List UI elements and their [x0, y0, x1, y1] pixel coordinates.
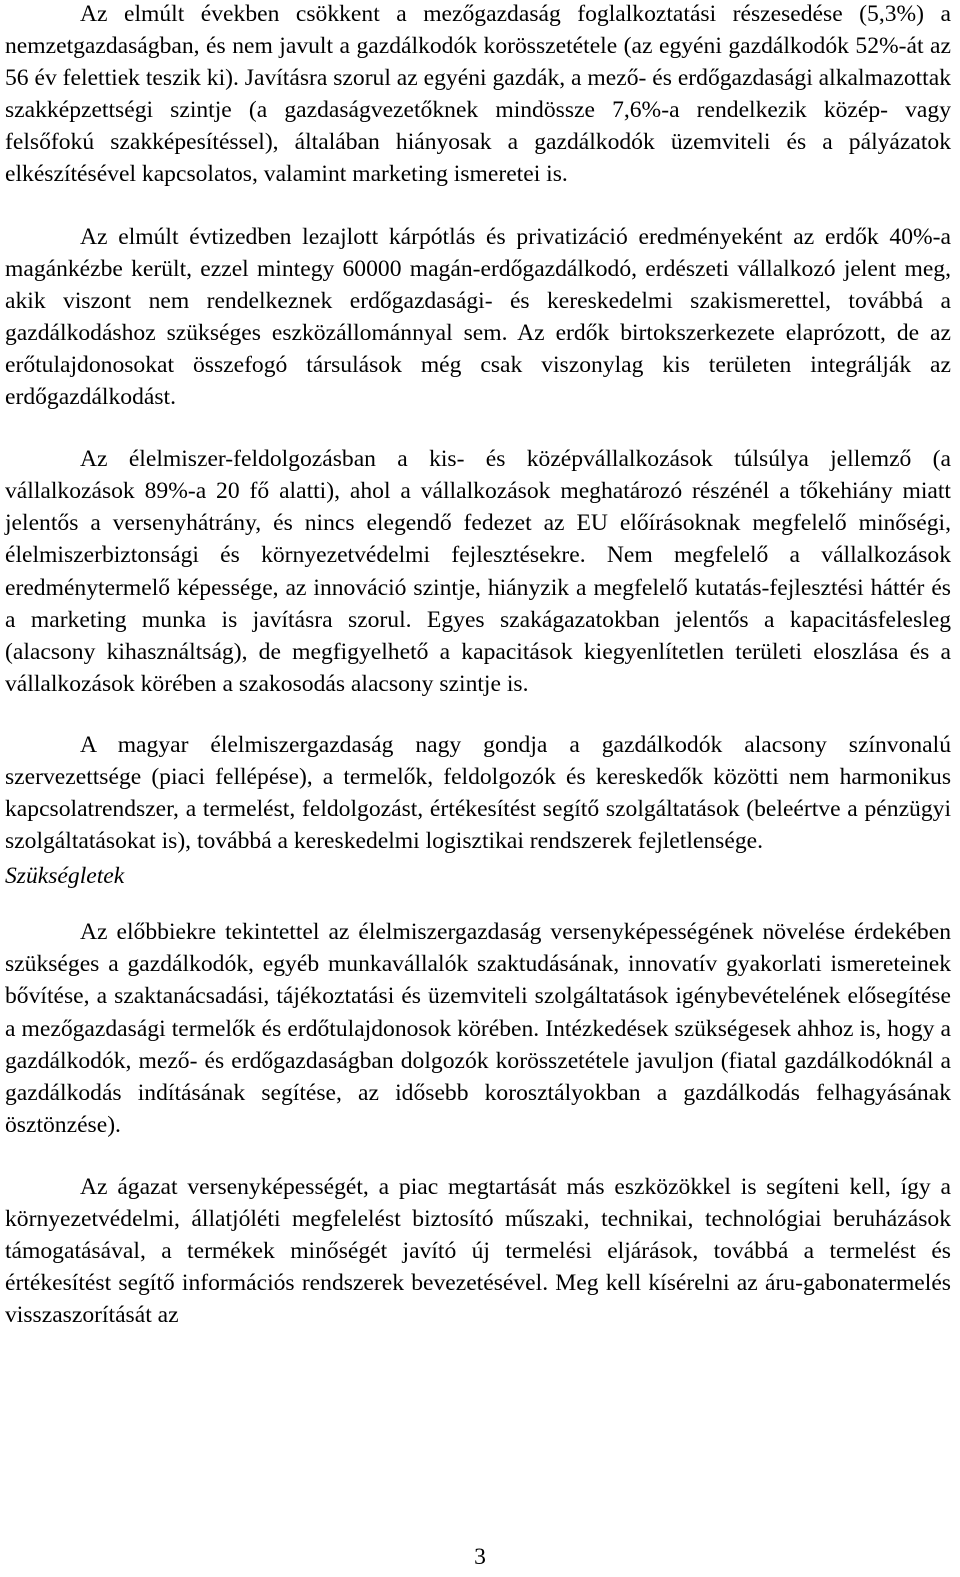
paragraph-food-processing: Az élelmiszer-feldolgozásban a kis- és középvállalkozások túlsúlya jellemző (a vállalkozások 89%-a 20 fő alatti), ahol a vállalkozások meghatározó részénél a tőkehiány miatt jelentős a versenyhátrány, és nincs elegendő fedezet az EU előírásoknak megfelelő minőségi, élelmiszerbiztonsági és környezetvédelmi fejlesztésekre. Nem megfelelő a vállalkozások eredménytermelő képessége, az innováció szintje, hiányzik a megfelelő kutatás-fejlesztési háttér és a marketing munka is javításra szorul. Egyes szakágazatokban jelentős a kapacitásfelesleg (alacsony kihasználtság), de megfigyelhető a kapacitások kiegyenlítetlen területi eloszlása és a vállalkozások körében a szakosodás alacsony szintje is.	[5, 446, 951, 697]
paragraph-food-economy-problems: A magyar élelmiszergazdaság nagy gondja a gazdálkodók alacsony színvonalú szervezettsége (piaci fellépése), a termelők, feldolgozók és kereskedők közötti nem harmonikus kapcsolatrendszer, a termelést, feldolgozást, értékesítést segítő szolgáltatások (beleértve a pénzügyi szolgáltatásokat is), továbbá a kereskedelmi logisztikai rendszerek fejletlensége.	[5, 731, 951, 855]
page-number: 3	[474, 1544, 486, 1570]
section-heading-needs: Szükségletek	[5, 863, 125, 890]
document-page	[5, 0, 951, 1331]
paragraph-employment-and-age: Az elmúlt években csökkent a mezőgazdaság foglalkoztatási részesedése (5,3%) a nemzetgazdaságban, és nem javult a gazdálkodók korösszetétele (az egyéni gazdálkodók 52%-át az 56 év felettiek teszik ki). Javításra szorul az egyéni gazdák, a mező- és erdőgazdasági alkalmazottak szakképzettségi szintje (a gazdaságvezetőknek mindössze 7,6%-a rendelkezik közép- vagy felsőfokú szakképesítéssel), általában hiányosak a gazdálkodók üzemviteli és a pályázatok elkészítésével kapcsolatos, valamint marketing ismeretei is.	[5, 1, 951, 188]
paragraph-forestry-ownership: Az elmúlt évtizedben lezajlott kárpótlás és privatizáció eredményeként az erdők 40%-a magánkézbe került, ezzel mintegy 60000 magán-erdőgazdálkodó, erdészeti vállalkozó jelent meg, akik viszont nem rendelkeznek erdőgazdasági- és kereskedelmi szakismerettel, továbbá a gazdálkodáshoz szükséges eszközállománnyal sem. Az erdők birtokszerkezete elaprózott, de az erőtulajdonosokat összefogó társulások még csak viszonylag kis területen integrálják az erdőgazdálkodást.	[5, 223, 951, 411]
paragraph-sector-competitiveness: Az ágazat versenyképességét, a piac megtartását más eszközökkel is segíteni kell, így a környezetvédelmi, állatjóléti megfelelést biztosító műszaki, technikai, technológiai beruházások támogatásával, a termékek minőségét javító új termelési eljárások, továbbá a termelést és értékesítést segítő információs rendszerek bevezetésével. Meg kell kísérelni az áru-gabonatermelés visszaszorítását az	[5, 1173, 951, 1329]
paragraph-needs-competitiveness: Az előbbiekre tekintettel az élelmiszergazdaság versenyképességének növelése érdekében szükséges a gazdálkodók, egyéb munkavállalók szaktudásának, innovatív gyakorlati ismereteinek bővítése, a szaktanácsadási, tájékoztatási és üzemviteli szolgáltatások igénybevételének elősegítése a mezőgazdasági termelők és erdőtulajdonosok körében. Intézkedések szükségesek ahhoz is, hogy a gazdálkodók, mező- és erdőgazdaságban dolgozók korösszetétele javuljon (fiatal gazdálkodóknál a gazdálkodás indításának segítése, az idősebb korosztályokban a gazdálkodás felhagyásának ösztönzése).	[5, 919, 951, 1138]
